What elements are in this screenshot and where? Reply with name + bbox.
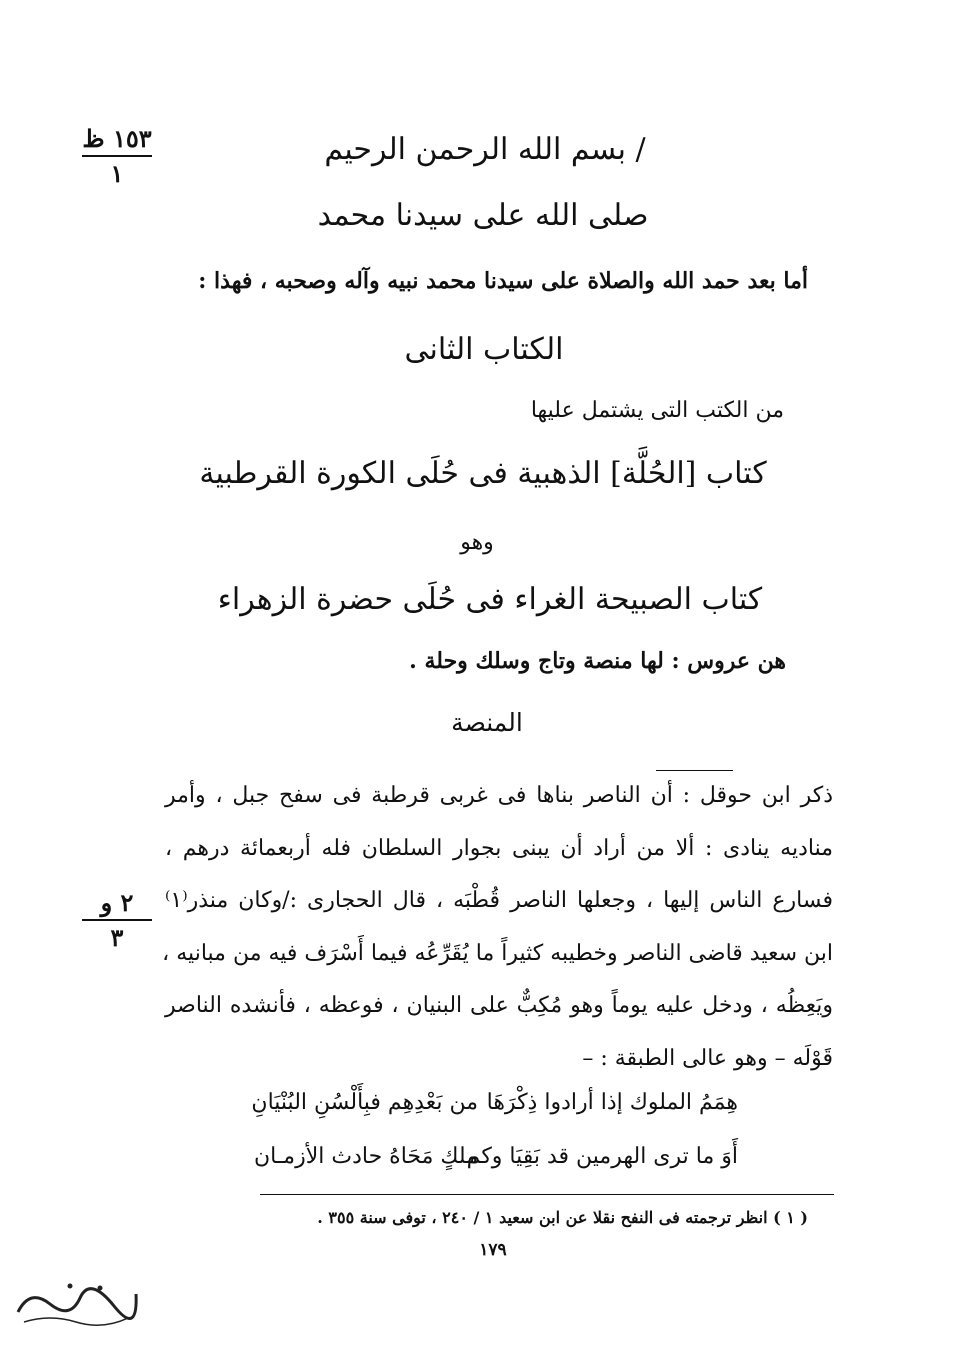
- margin-folio-top: ٢ و: [100, 888, 134, 917]
- kitab-sabiha-title: كتاب الصبيحة الغراء فى حُلَى حضرة الزهراء: [217, 582, 763, 617]
- poem-verse-2-second-hemistich: ملكٍ مَحَاهُ حادث الأزمـان: [254, 1144, 478, 1169]
- wa-huwa-line: وهو: [460, 530, 494, 555]
- intro-line: أما بعد حمد الله والصلاة على سيدنا محمد نبيه وآله وصحبه ، فهذا :: [198, 268, 808, 294]
- paragraph-line: قَوْلَه – وهو عالى الطبقة : –: [582, 1045, 833, 1071]
- paragraph-line: ويَعِظُه ، ودخل عليه يوماً وهو مُكِبٌّ على البنيان ، فوعظه ، فأنشده الناصر: [165, 993, 833, 1018]
- margin-folio-divider: [82, 155, 152, 157]
- margin-folio-divider: [82, 919, 152, 921]
- poem-verse-1-second-hemistich: من بَعْدِهِم فبِأَلْسُنِ البُنْيَانِ: [251, 1090, 478, 1115]
- basmala-heading: / بسم الله الرحمن الرحيم: [324, 132, 646, 167]
- paragraph-line: ذكر ابن حوقل : أن الناصر بناها فى غربى قرطبة فى سفح جبل ، وأمر: [165, 783, 833, 808]
- poem-verse-2-first-hemistich: أَوَ ما ترى الهرمين قد بَقِيَا وكم: [466, 1144, 738, 1169]
- library-stamp-logo-icon: [10, 1268, 142, 1338]
- margin-folio-top: ١٥٣ ظ: [82, 124, 152, 153]
- logo-graphic: [10, 1268, 142, 1338]
- paragraph-line: فسارع الناس إليها ، وجعلها الناصر قُطْبَه ، قال الحجارى :/وكان منذر⁽١⁾: [165, 888, 834, 913]
- margin-folio-ref-1: [82, 124, 152, 188]
- paragraph-line: ابن سعيد قاضى الناصر وخطيبه كثيراً ما يُقَرِّعُه فيما أَسْرَف فيه من مبانيه ،: [162, 940, 833, 966]
- salat-heading: صلى الله على سيدنا محمد: [317, 198, 649, 233]
- footnote: ( ١ ) انظر ترجمته فى النفح نقلا عن ابن سعيد ١ / ٢٤٠ ، توفى سنة ٣٥٥ .: [317, 1208, 808, 1227]
- book-title: الكتاب الثانى: [404, 332, 564, 367]
- poem-verse-1-first-hemistich: هِمَمُ الملوك إذا أرادوا ذِكْرَهَا: [486, 1090, 738, 1115]
- margin-folio-ref-2: [82, 888, 152, 952]
- margin-folio-bottom: ١: [110, 159, 124, 188]
- kitab-hulla-title: كتاب [الحُلَّة] الذهبية فى حُلَى الكورة القرطبية: [199, 456, 767, 491]
- paragraph-line: مناديه ينادى : ألا من أراد أن يبنى بجوار السلطان فله أربعمائة درهم ،: [165, 835, 833, 861]
- main-paragraph: [162, 770, 834, 1085]
- arus-line: هن عروس : لها منصة وتاج وسلك وحلة .: [409, 648, 786, 674]
- minassa-heading: المنصة: [451, 708, 523, 737]
- footnote-rule: [260, 1194, 834, 1195]
- page-number: ١٧٩: [479, 1240, 507, 1260]
- from-books-line: من الكتب التى يشتمل عليها: [530, 398, 784, 423]
- margin-folio-bottom: ٣: [110, 923, 124, 952]
